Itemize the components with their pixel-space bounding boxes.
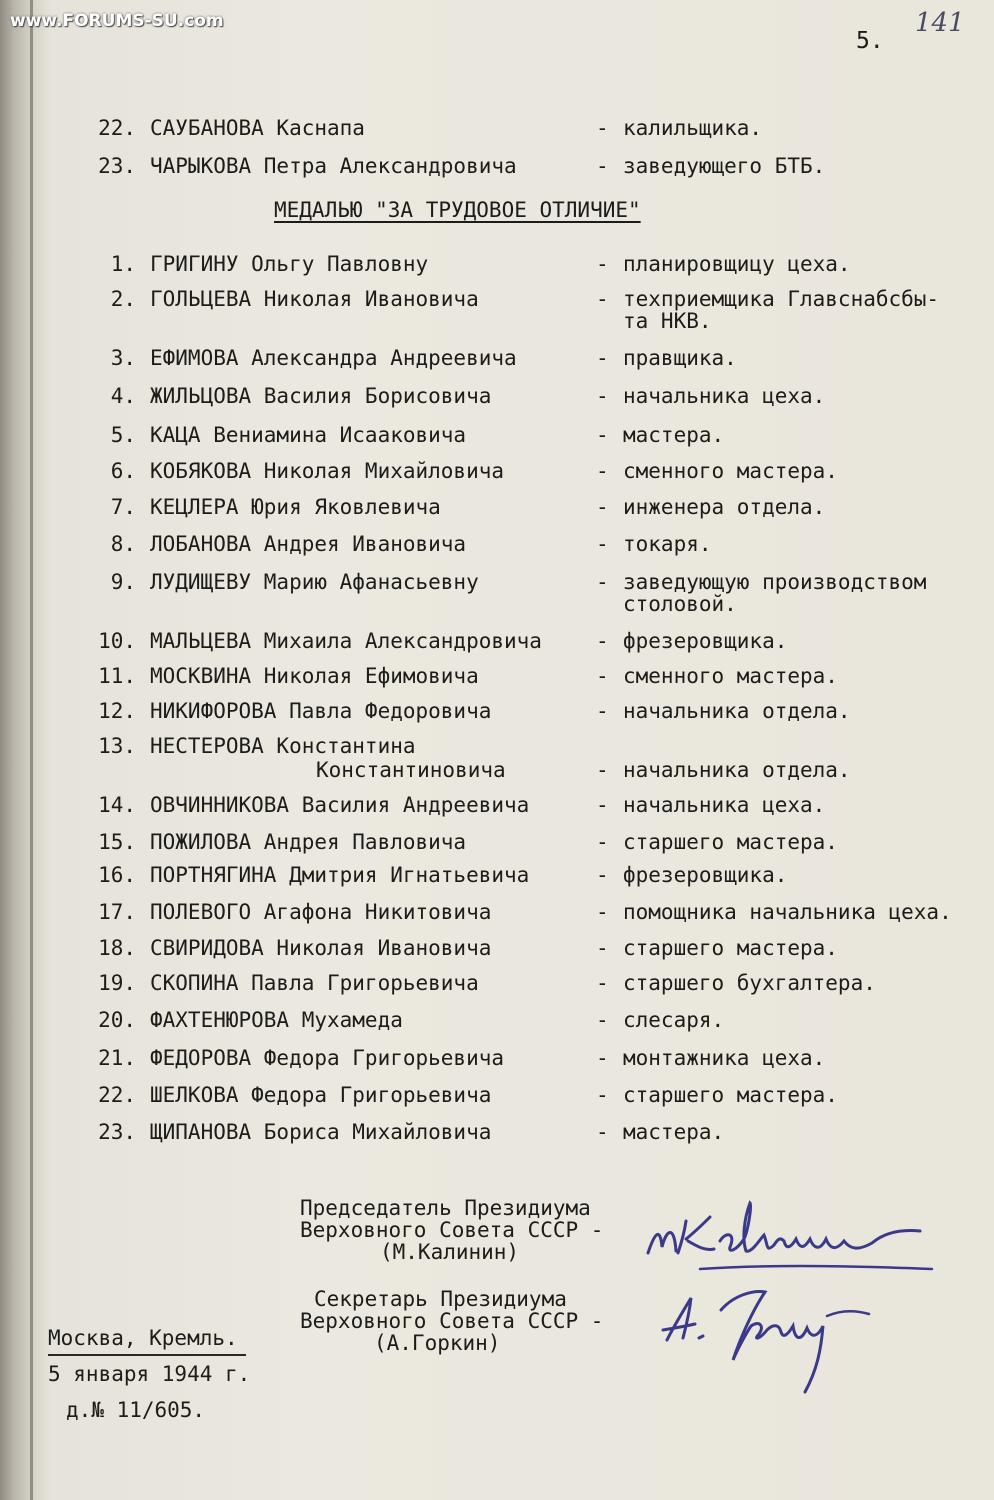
place-line: Москва, Кремль. [48,1326,238,1350]
entry-number: 1. [110,252,136,276]
entry-position: старшего мастера. [623,830,838,854]
entry-position: старшего мастера. [623,936,838,960]
chairman-signature [640,1195,940,1280]
entry-number: 3. [110,346,136,370]
entry-number: 6. [110,459,136,483]
entry-position: калильщика. [623,116,763,140]
entry-dash: - [596,936,609,960]
entry-dash: - [596,863,609,887]
entry-number: 19. [98,971,136,995]
entry-dash: - [596,570,609,594]
entry-name: САУБАНОВА Каснапа [150,116,365,140]
entry-number: 14. [98,793,136,817]
entry-dash: - [596,287,609,311]
entry-position-continued: столовой. [623,592,737,616]
entry-name: ЧАРЫКОВА Петра Александровича [150,154,517,178]
entry-dash: - [596,384,609,408]
entry-position: мастера. [623,423,725,447]
entry-number: 12. [98,699,136,723]
entry-position: мастера. [623,1120,725,1144]
entry-number: 22. [98,1083,136,1107]
entry-number: 7. [110,495,136,519]
entry-dash: - [596,154,609,178]
page-number: 5. [856,28,884,54]
entry-number: 22. [98,116,136,140]
secretary-block [300,1288,603,1354]
entry-name: СКОПИНА Павла Григорьевича [150,971,479,995]
entry-dash: - [596,758,609,782]
chairman-block [300,1197,603,1263]
entry-position: фрезеровщика. [623,629,788,653]
entry-number: 2. [110,287,136,311]
entry-position: сменного мастера. [623,459,838,483]
entry-name: КАЦА Вениамина Исааковича [150,423,467,447]
entry-name: КЕЦЛЕРА Юрия Яковлевича [150,495,441,519]
entry-position: старшего мастера. [623,1083,838,1107]
entry-dash: - [596,830,609,854]
entry-name-continued: Константиновича [316,758,506,782]
entry-name: ПОЛЕВОГО Агафона Никитовича [150,900,492,924]
entry-position: начальника отдела. [623,699,851,723]
entry-name: ФЕДОРОВА Федора Григорьевича [150,1046,505,1070]
chairman-name: (М.Калинин) [380,1240,520,1264]
entry-name: МАЛЬЦЕВА Михаила Александровича [150,629,542,653]
entry-number: 4. [110,384,136,408]
entry-name: ЖИЛЬЦОВА Василия Борисовича [150,384,492,408]
entry-name: КОБЯКОВА Николая Михайловича [150,459,505,483]
entry-position: инженера отдела. [623,495,826,519]
entry-number: 11. [98,664,136,688]
entry-dash: - [596,346,609,370]
entry-dash: - [596,971,609,995]
entry-name: НЕСТЕРОВА Константина [150,734,416,758]
chairman-title-line1: Председатель Президиума [300,1196,591,1220]
entry-dash: - [596,699,609,723]
entry-position: старшего бухгалтера. [623,971,876,995]
entry-position: правщика. [623,346,737,370]
entry-position: помощника начальника цеха. [623,900,952,924]
document-number: д.№ 11/605. [66,1398,206,1422]
entry-dash: - [596,1046,609,1070]
entry-position: монтажника цеха. [623,1046,826,1070]
entry-name: ПОЖИЛОВА Андрея Павловича [150,830,467,854]
entry-number: 5. [110,423,136,447]
entry-number: 20. [98,1008,136,1032]
entry-name: ЩИПАНОВА Бориса Михайловича [150,1120,492,1144]
place-underline [48,1354,246,1356]
entry-position: токаря. [623,532,712,556]
entry-number: 10. [98,629,136,653]
entry-position: начальника отдела. [623,758,851,782]
entry-dash: - [596,495,609,519]
entry-name: ПОРТНЯГИНА Дмитрия Игнатьевича [150,863,530,887]
entry-position: слесаря. [623,1008,725,1032]
secretary-title-line2: Верховного Совета СССР - [300,1309,604,1333]
entry-position: начальника цеха. [623,384,826,408]
secretary-signature [655,1280,880,1400]
entry-number: 13. [98,734,136,758]
entry-position: начальника цеха. [623,793,826,817]
entry-position: планировщицу цеха. [623,252,851,276]
entry-position: фрезеровщика. [623,863,788,887]
entry-position-continued: та НКВ. [623,309,712,333]
watermark: www.FORUMS-SU.com [10,11,224,31]
secretary-title-line1: Секретарь Президиума [314,1287,567,1311]
entry-name: ГРИГИНУ Ольгу Павловну [150,252,429,276]
entry-dash: - [596,664,609,688]
entry-dash: - [596,1083,609,1107]
entry-name: СВИРИДОВА Николая Ивановича [150,936,492,960]
entry-dash: - [596,423,609,447]
entry-dash: - [596,459,609,483]
entry-name: ФАХТЕНЮРОВА Мухамеда [150,1008,403,1032]
date-line: 5 января 1944 г. [48,1362,251,1386]
entry-dash: - [596,793,609,817]
entry-dash: - [596,116,609,140]
entry-number: 21. [98,1046,136,1070]
entry-number: 16. [98,863,136,887]
binding-edge [30,0,33,1500]
entry-number: 23. [98,1120,136,1144]
entry-position: заведующую производством [623,570,927,594]
entry-dash: - [596,252,609,276]
entry-number: 23. [98,154,136,178]
entry-dash: - [596,1008,609,1032]
entry-name: ЛОБАНОВА Андрея Ивановича [150,532,467,556]
entry-position: техприемщика Главснабсбы- [623,287,940,311]
folio-number: 141 [915,8,965,38]
entry-name: ЛУДИЩЕВУ Марию Афанасьевну [150,570,479,594]
entry-position: заведующего БТБ. [623,154,826,178]
secretary-name: (А.Горкин) [374,1331,501,1355]
entry-number: 17. [98,900,136,924]
entry-name: ОВЧИННИКОВА Василия Андреевича [150,793,530,817]
entry-name: МОСКВИНА Николая Ефимовича [150,664,479,688]
entry-number: 15. [98,830,136,854]
entry-number: 8. [110,532,136,556]
award-heading: МЕДАЛЬЮ "ЗА ТРУДОВОЕ ОТЛИЧИЕ" [274,198,641,222]
entry-name: ШЕЛКОВА Федора Григорьевича [150,1083,492,1107]
entry-dash: - [596,532,609,556]
entry-name: ГОЛЬЦЕВА Николая Ивановича [150,287,479,311]
entry-number: 9. [110,570,136,594]
entry-position: сменного мастера. [623,664,838,688]
entry-name: НИКИФОРОВА Павла Федоровича [150,699,492,723]
entry-dash: - [596,629,609,653]
chairman-title-line2: Верховного Совета СССР - [300,1218,604,1242]
entry-name: ЕФИМОВА Александра Андреевича [150,346,517,370]
entry-number: 18. [98,936,136,960]
entry-dash: - [596,1120,609,1144]
entry-dash: - [596,900,609,924]
